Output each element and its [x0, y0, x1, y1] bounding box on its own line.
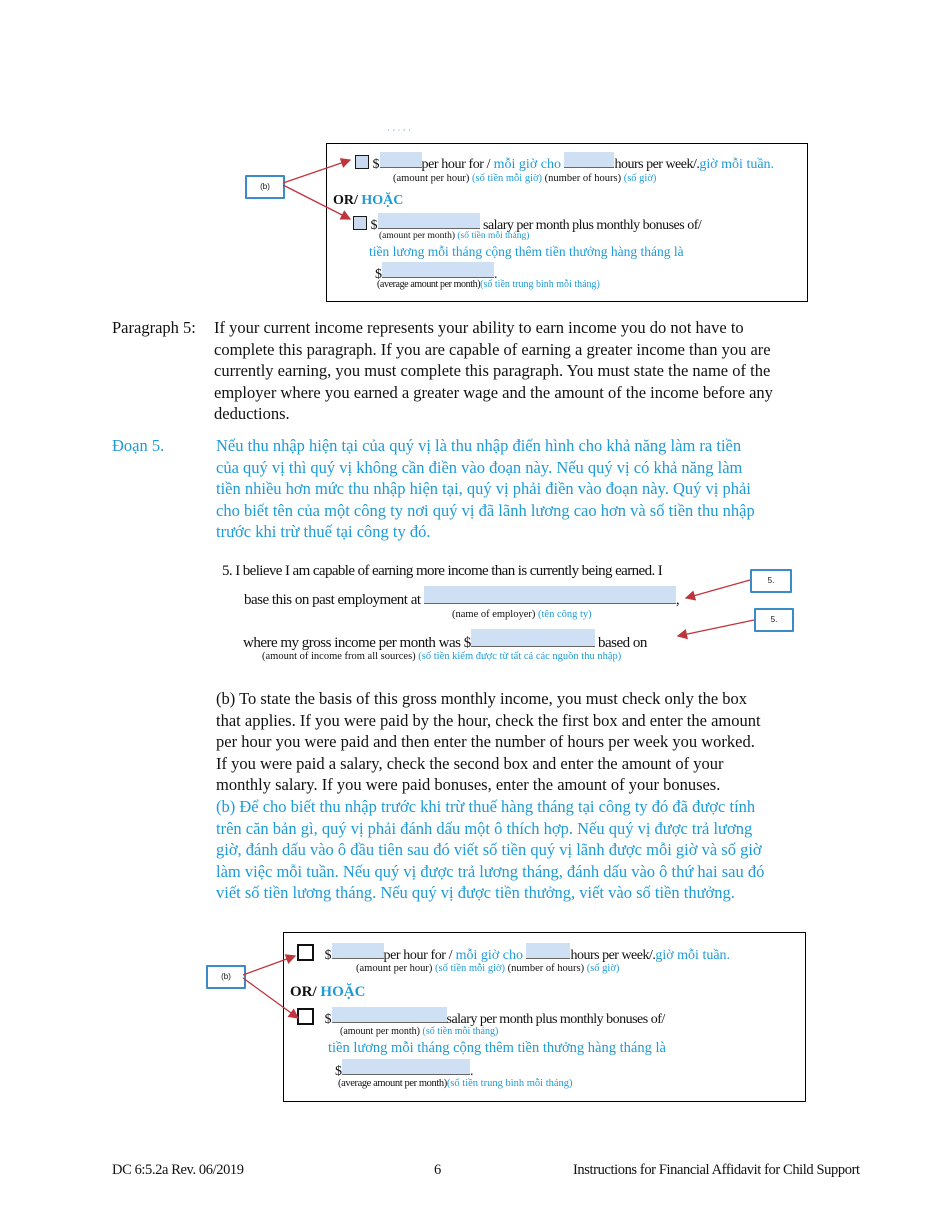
hourly-captions-2: (amount per hour) (số tiền mỗi giờ) (number of hours) (số giờ) — [356, 963, 620, 974]
hours-per-week-vi-label: giờ mỗi tuần. — [699, 157, 775, 172]
caption-amount-per-hour-vi: (số tiền mỗi giờ) — [472, 173, 543, 184]
paragraph5-label: Paragraph 5: — [112, 318, 196, 337]
salary-row-2: $ salary per month plus monthly bonuses of/ — [297, 1007, 665, 1028]
arrow-b-top-1 — [283, 160, 350, 183]
paragraph5-text: If your current income represents your ability to earn income you do not have to complete this paragraph. If you are capable of earning a greater income than you are currently earning, you must complete this paragraph. You must state the name of the employer where you earned a greater wage and the amount of the income before any deductions. — [214, 318, 773, 423]
bonus-captions-2: (average amount per month)(số tiền trung bình mỗi tháng) — [338, 1078, 573, 1089]
per-hour-vi-label: mỗi giờ cho — [493, 157, 561, 172]
callout-b-bottom: (b) — [206, 965, 246, 989]
or-label-2: OR/ HOẶC — [290, 984, 366, 1000]
para-b-text-vi: (b) Để cho biết thu nhập trước khi trừ thuế hàng tháng tại công ty đó đã được tính trên căn bản gì, quý vị phải đánh dấu một ô thích hợp. Nếu quý vị được trả lương giờ, đánh dấu vào ô đầu tiên sau đó viết số tiền quý vị lãnh được mỗi giờ và số giờ làm việc mỗi tuần. Nếu quý vị được trả lương tháng, đánh dấu vào ô thứ hai sau đó viết số tiền lương tháng. Nếu quý vị được tiền thưởng, viết vào số tiền thưởng. — [216, 797, 765, 902]
item5-line1: 5. I believe I am capable of earning more income than is currently being earned. I — [222, 563, 663, 579]
bonus-row-2: $ . — [335, 1059, 474, 1080]
doan5-text: Nếu thu nhập hiện tại của quý vị là thu nhập điển hình cho khả năng làm ra tiền của quý vị thì quý vị không cần điền vào đoạn này. Nếu quý vị có khả năng làm tiền nhiều hơn mức thu nhập hiện tại, quý vị phải điền vào đoạn này. Quý vị phải cho biết tên của một công ty nơi quý vị đã lãnh lương cao hơn và số tiền thu nhập trước khi trừ thuế tại công ty đó. — [216, 436, 755, 541]
caption-amount-per-hour: (amount per hour) — [393, 173, 470, 184]
employer-caption: (name of employer) (tên công ty) — [452, 609, 592, 620]
arrow-b-bottom-2 — [243, 978, 298, 1018]
hourly-row-2: $ per hour for / mỗi giờ cho hours per week/.giờ mỗi tuần. — [297, 943, 730, 964]
dollar-sign: $ — [372, 157, 380, 172]
or-label: OR/ HOẶC — [333, 193, 404, 208]
doan5-label: Đoạn 5. — [112, 436, 165, 455]
arrow-b-top-2 — [283, 185, 350, 219]
salary-captions-2: (amount per month) (số tiền mỗi tháng) — [340, 1026, 499, 1037]
callout-5-employer: 5. — [750, 569, 792, 593]
caption-number-of-hours-vi: (số giờ) — [623, 173, 657, 184]
hours-per-week-label: hours per week/. — [614, 157, 700, 172]
salary-vi-label-2: tiền lương mỗi tháng cộng thêm tiền thưởng hàng tháng là — [328, 1040, 666, 1056]
footer-title: Instructions for Financial Affidavit for Child Support — [573, 1162, 860, 1178]
caption-number-of-hours: (number of hours) — [544, 173, 622, 184]
callout-b-top: (b) — [245, 175, 285, 199]
cut-off-text: ˙ ˊ ˙ ˊ ˙ — [387, 128, 411, 138]
salary-captions: (amount per month) (số tiền mỗi tháng) — [379, 231, 530, 241]
income-caption: (amount of income from all sources) (số tiền kiếm được từ tất cả các nguồn thu nhập) — [262, 651, 622, 662]
salary-row: $ salary per month plus monthly bonuses of/ — [353, 213, 701, 234]
salary-vi-label: tiền lương mỗi tháng cộng thêm tiền thưởng hàng tháng là — [369, 244, 684, 259]
arrow-5-employer — [686, 580, 750, 598]
bonus-captions: (average amount per month)(số tiền trung bình mỗi tháng) — [377, 279, 600, 290]
item5-line3: where my gross income per month was $ based on — [243, 629, 647, 652]
callout-5-income: 5. — [754, 608, 794, 632]
para-b-text: (b) To state the basis of this gross monthly income, you must check only the box that applies. If you were paid by the hour, check the first box and enter the amount per hour you were paid and then enter the number of hours per week you worked. If you were paid a salary, check the second box and enter the amount of your monthly salary. If you were paid bonuses, enter the amount of your bonuses. — [216, 689, 761, 794]
salary-label: salary per month plus monthly bonuses of/ — [483, 218, 702, 233]
arrow-b-bottom-1 — [243, 956, 295, 975]
item5-line2: base this on past employment at , — [244, 586, 679, 609]
per-hour-for-label: per hour for / — [421, 157, 491, 172]
arrow-5-income — [678, 620, 754, 636]
footer-form-number: DC 6:5.2a Rev. 06/2019 — [112, 1162, 244, 1178]
bonus-row: $ . — [375, 262, 498, 283]
footer-page-number: 6 — [434, 1162, 441, 1178]
